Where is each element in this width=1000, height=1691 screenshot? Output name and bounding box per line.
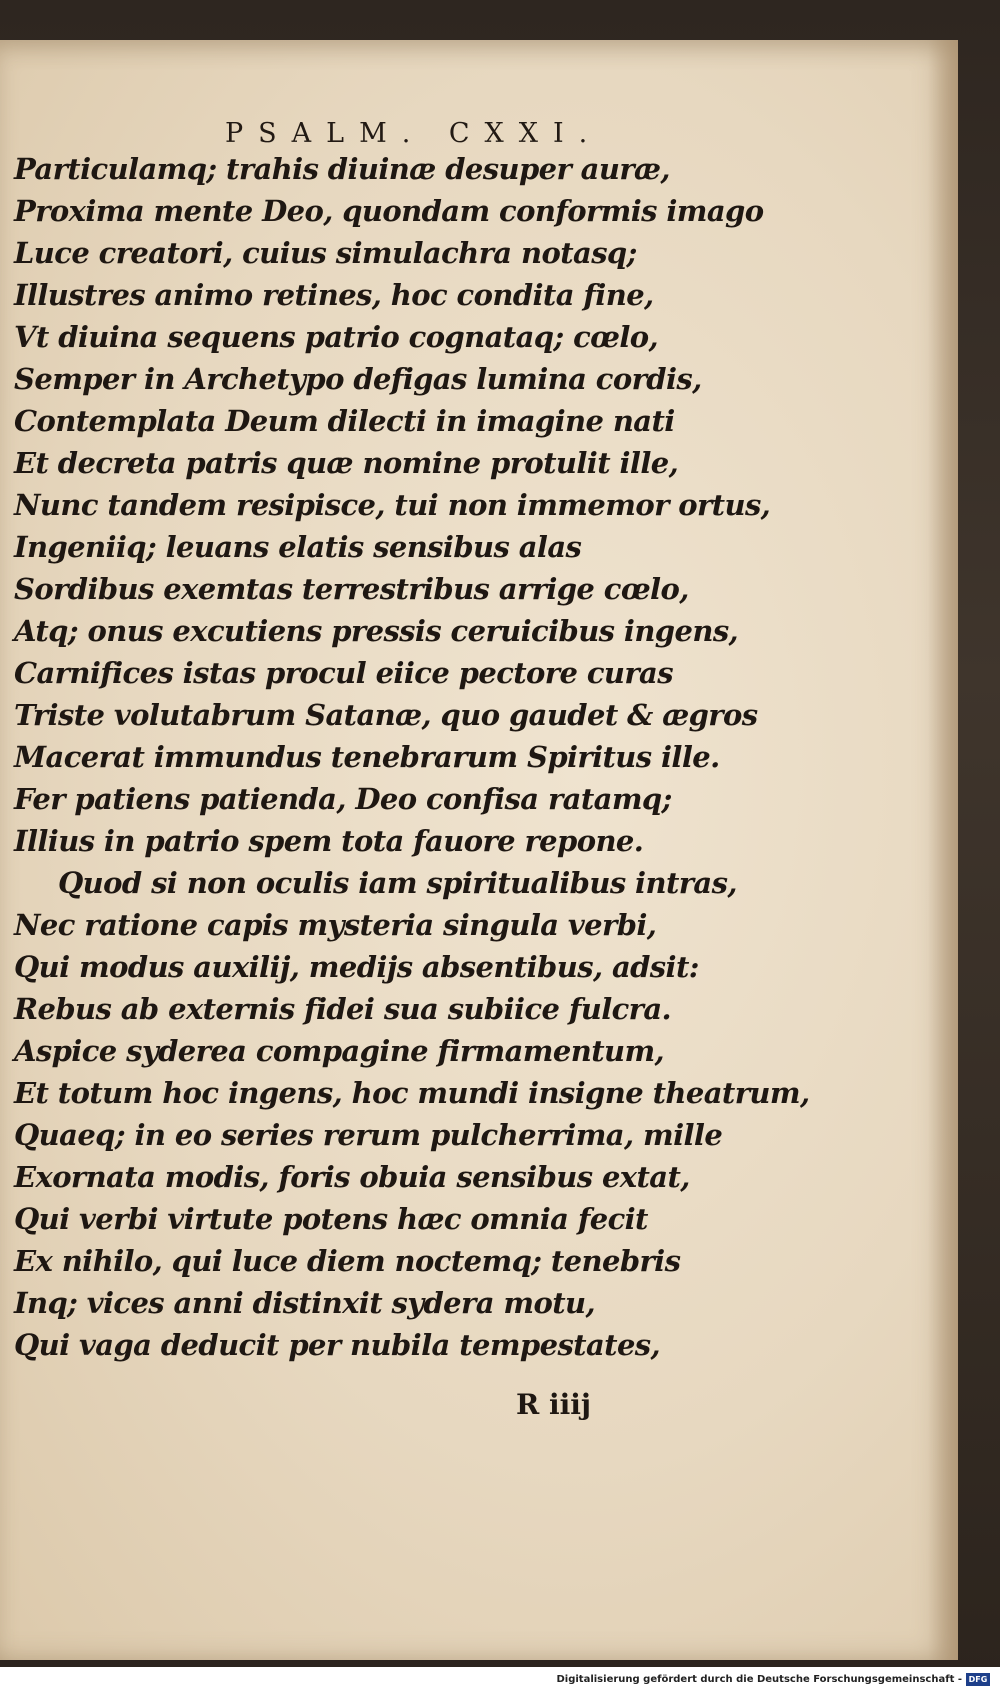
verse-line: Contemplata Deum dilecti in imagine nati bbox=[14, 404, 675, 438]
digitization-credit bbox=[556, 1673, 990, 1686]
verse-line: Quaeq; in eo series rerum pulcherrima, mille bbox=[14, 1118, 723, 1152]
verse-line: Macerat immundus tenebrarum Spiritus ille. bbox=[14, 740, 720, 774]
verse-line: Proxima mente Deo, quondam conformis imago bbox=[14, 194, 764, 228]
verse-list bbox=[14, 148, 810, 1366]
verse-line: Qui verbi virtute potens hæc omnia fecit bbox=[14, 1202, 648, 1236]
verse-line: Inq; vices anni distinxit sydera motu, bbox=[14, 1286, 595, 1320]
verse-line: Sordibus exemtas terrestribus arrige cœlo, bbox=[14, 572, 689, 606]
verse-line: Aspice syderea compagine firmamentum, bbox=[14, 1034, 665, 1068]
verse-line: Luce creatori, cuius simulachra notasq; bbox=[14, 236, 637, 270]
verse-line: Ingeniiq; leuans elatis sensibus alas bbox=[14, 530, 582, 564]
verse-line: Triste volutabrum Satanæ, quo gaudet & ægros bbox=[14, 698, 758, 732]
verse-line: Illustres animo retines, hoc condita fine, bbox=[14, 278, 654, 312]
verse-line: Rebus ab externis fidei sua subiice fulcra. bbox=[14, 992, 672, 1026]
verse-line: Nec ratione capis mysteria singula verbi, bbox=[14, 908, 657, 942]
credit-text: Digitalisierung gefördert durch die Deutsche Forschungsgemeinschaft - bbox=[556, 1674, 962, 1685]
verse-line: Illius in patrio spem tota fauore repone. bbox=[14, 824, 644, 858]
verse-line: Atq; onus excutiens pressis ceruicibus ingens, bbox=[14, 614, 739, 648]
footer-bar bbox=[0, 1667, 1000, 1691]
signature-mark: R iiij bbox=[516, 1388, 592, 1421]
verse-line: Nunc tandem resipisce, tui non immemor ortus, bbox=[14, 488, 771, 522]
verse-line: Et totum hoc ingens, hoc mundi insigne theatrum, bbox=[14, 1076, 810, 1110]
verse-line: Vt diuina sequens patrio cognataq; cœlo, bbox=[14, 320, 658, 354]
verse-line: Qui modus auxilij, medijs absentibus, adsit: bbox=[14, 950, 699, 984]
book-page bbox=[0, 40, 958, 1660]
verse-line: Et decreta patris quæ nomine protulit ille, bbox=[14, 446, 679, 480]
verse-line: Particulamq; trahis diuinæ desuper auræ, bbox=[14, 152, 670, 186]
verse-line: Ex nihilo, qui luce diem noctemq; tenebris bbox=[14, 1244, 681, 1278]
verse-line: Qui vaga deducit per nubila tempestates, bbox=[14, 1328, 661, 1362]
dfg-logo-icon: DFG bbox=[966, 1673, 990, 1686]
verse-line: Fer patiens patienda, Deo confisa ratamq; bbox=[14, 782, 672, 816]
verse-line: Carnifices istas procul eiice pectore curas bbox=[14, 656, 673, 690]
running-head: PSALM. CXXI. bbox=[225, 118, 603, 149]
verse-line: Exornata modis, foris obuia sensibus extat, bbox=[14, 1160, 690, 1194]
verse-line: Semper in Archetypo defigas lumina cordis, bbox=[14, 362, 702, 396]
verse-line: Quod si non oculis iam spiritualibus intras, bbox=[58, 866, 737, 900]
